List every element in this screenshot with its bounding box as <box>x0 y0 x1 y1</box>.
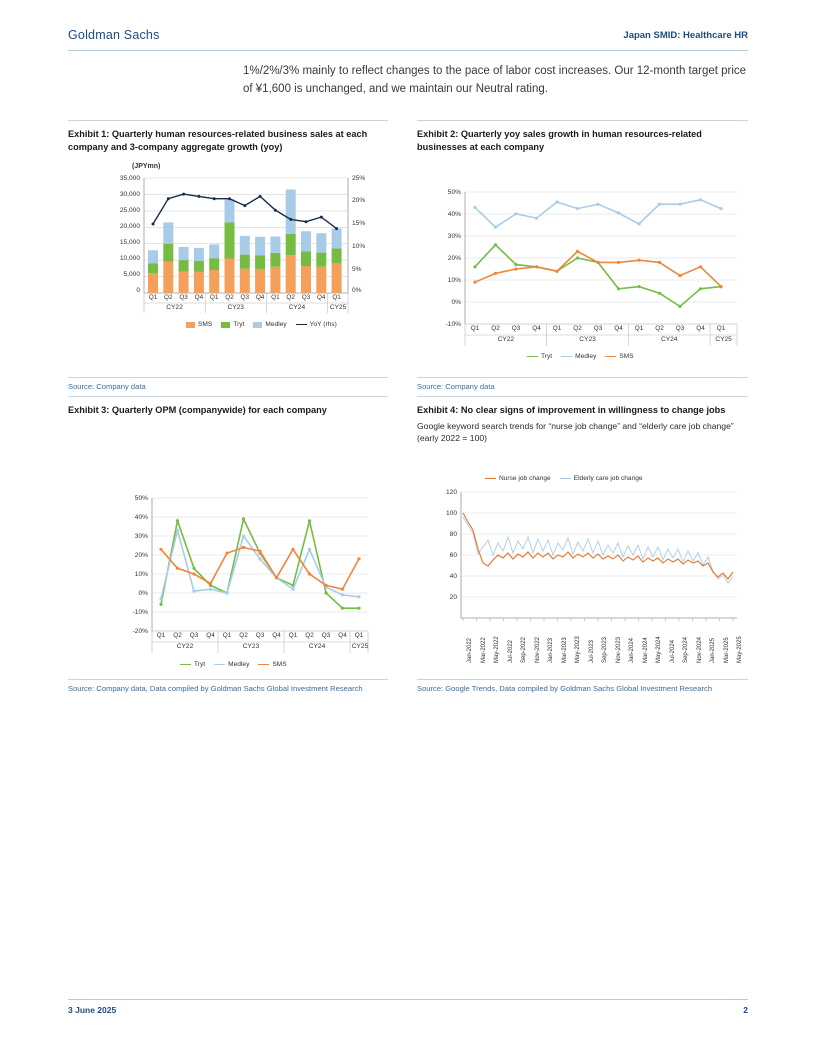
x-tick: Mar-2024 <box>642 637 649 663</box>
legend-item-yoy <box>296 321 337 328</box>
legend-swatch-icon <box>186 322 195 328</box>
x-tick: Q1 <box>354 632 364 639</box>
legend-line-icon <box>180 664 191 665</box>
exhibit-2-source: Source: Company data <box>417 377 748 391</box>
legend-label: YoY (rhs) <box>309 321 337 328</box>
exhibit-3-source: Source: Company data, Data compiled by Goldman Sachs Global Investment Research <box>68 679 388 693</box>
y-tick: 50% <box>134 495 148 502</box>
y-tick: 20% <box>447 255 461 262</box>
y-tick: 120 <box>445 489 457 496</box>
exhibit-1-ylabel: (JPYmn) <box>132 163 161 170</box>
y-tick: 80 <box>449 531 457 538</box>
x-tick: Q1 <box>288 632 298 639</box>
intro-paragraph: 1%/2%/3% mainly to reflect changes to the pace of labor cost increases. Our 12-month target price of ¥1,600 is unchanged, and we maintain our Neutral rating. <box>243 65 747 95</box>
exhibit-1-title: Exhibit 1: Quarterly human resources-related business sales at each company and 3-company aggregate growth (yoy) <box>68 129 368 152</box>
x-tick: Mar-2023 <box>561 637 568 663</box>
x-group: CY22 <box>176 643 194 650</box>
y-tick: 5,000 <box>123 271 140 278</box>
exhibit-3-title: Exhibit 3: Quarterly OPM (companywide) for each company <box>68 405 327 415</box>
x-group: CY23 <box>242 643 260 650</box>
x-tick: Mar-2022 <box>480 637 487 663</box>
exhibit-2-panel <box>417 120 748 391</box>
x-tick: Q2 <box>239 632 248 639</box>
legend-item-medley <box>561 353 596 360</box>
x-tick: Sep-2024 <box>683 636 689 663</box>
x-tick: Jul-2024 <box>669 639 676 663</box>
exhibit-4-panel <box>417 396 748 693</box>
legend-item-medley <box>253 321 286 328</box>
y2-tick: 0% <box>352 287 362 294</box>
x-tick: Nov-2023 <box>615 636 622 663</box>
y-tick: 35,000 <box>119 175 140 182</box>
x-tick: Q1 <box>634 325 644 332</box>
legend-label: Medley <box>575 353 597 360</box>
page-footer <box>68 999 748 1020</box>
x-tick: Jan-2023 <box>548 637 554 663</box>
x-tick: May-2023 <box>575 636 581 663</box>
y-tick: 30,000 <box>119 191 140 198</box>
legend-line-icon <box>296 324 307 325</box>
y-tick: 0% <box>451 299 461 306</box>
legend-line-icon <box>258 664 269 665</box>
y-tick: -10% <box>132 609 148 616</box>
legend-label: Tryt <box>541 353 553 360</box>
x-tick: Sep-2022 <box>521 636 527 663</box>
x-tick: Q1 <box>209 294 219 301</box>
exhibit-4-source: Source: Google Trends, Data compiled by Goldman Sachs Global Investment Research <box>417 679 748 693</box>
y-tick: 10,000 <box>119 255 140 262</box>
x-tick: Jul-2022 <box>507 639 514 663</box>
x-tick: May-2025 <box>737 636 743 663</box>
x-tick: Q2 <box>286 294 295 301</box>
x-tick: Q3 <box>189 632 199 639</box>
legend-label: Nurse job change <box>499 475 551 482</box>
legend-label: Tryt <box>233 321 245 328</box>
x-tick: Jan-2022 <box>467 637 473 663</box>
x-tick: May-2022 <box>494 636 500 663</box>
x-group: CY23 <box>227 304 244 311</box>
exhibit-3-legend <box>180 661 287 668</box>
y-tick: 25,000 <box>119 207 140 214</box>
x-tick: Q2 <box>164 294 173 301</box>
legend-item-nurse <box>485 475 551 482</box>
x-tick: Q2 <box>225 294 234 301</box>
x-group: CY22 <box>166 304 183 311</box>
y-tick: 60 <box>449 552 457 559</box>
legend-swatch-icon <box>253 322 262 328</box>
legend-label: Medley <box>265 321 287 328</box>
page-header <box>68 28 748 51</box>
y-tick: 20% <box>134 552 148 559</box>
y2-tick: 15% <box>352 220 366 227</box>
x-tick: Q1 <box>716 325 726 332</box>
y-tick: 40% <box>134 514 148 521</box>
legend-item-tryt <box>221 321 244 328</box>
exhibit-2-title: Exhibit 2: Quarterly yoy sales growth in human resources-related businesses at each company <box>417 129 702 152</box>
legend-label: Medley <box>228 661 250 668</box>
x-tick: Q2 <box>573 325 582 332</box>
x-tick: Sep-2023 <box>602 636 608 663</box>
x-tick: Q4 <box>696 325 705 332</box>
x-tick: Jan-2024 <box>629 637 635 663</box>
exhibit-1-legend <box>186 321 337 328</box>
x-tick: Q3 <box>179 294 188 301</box>
x-tick: Q1 <box>552 325 562 332</box>
x-group: CY25 <box>329 304 347 311</box>
exhibit-2-legend <box>527 353 634 360</box>
y-tick: 50% <box>447 189 461 196</box>
y-tick: 30% <box>447 233 461 240</box>
y-tick: 100 <box>445 510 457 517</box>
legend-line-icon <box>561 356 572 357</box>
x-group: CY25 <box>351 643 369 650</box>
x-tick: Q3 <box>511 325 521 332</box>
x-group: CY24 <box>308 643 326 650</box>
x-tick: Q4 <box>206 632 215 639</box>
x-group: CY25 <box>715 336 732 343</box>
y-tick: 40 <box>449 573 457 580</box>
y2-tick: 20% <box>352 197 366 204</box>
x-tick: Q1 <box>271 294 280 301</box>
legend-item-tryt <box>180 661 205 668</box>
brand-title: Goldman Sachs <box>68 28 160 42</box>
legend-label: Tryt <box>194 661 206 668</box>
exhibit-2-plot <box>417 167 748 362</box>
header-report-title: Japan SMID: Healthcare HR <box>623 30 748 41</box>
exhibit-4-chart <box>417 467 748 682</box>
legend-line-icon <box>527 356 538 357</box>
y-tick: 0 <box>136 287 140 294</box>
x-group: CY23 <box>579 336 596 343</box>
x-tick: Q3 <box>593 325 603 332</box>
x-tick: Q4 <box>614 325 623 332</box>
y-tick: 10% <box>134 571 148 578</box>
x-tick: Q3 <box>240 294 250 301</box>
exhibit-3-chart <box>68 469 388 669</box>
y-tick: 30% <box>134 533 148 540</box>
x-group: CY24 <box>660 336 678 343</box>
legend-label: SMS <box>619 353 634 360</box>
y-tick: -20% <box>132 628 148 635</box>
x-tick: Q1 <box>470 325 480 332</box>
x-tick: Jul-2023 <box>588 639 595 663</box>
footer-page-number: 2 <box>743 1005 748 1015</box>
legend-item-tryt <box>527 353 552 360</box>
x-tick: Q4 <box>272 632 281 639</box>
x-tick: Q4 <box>194 294 204 301</box>
exhibit-3-panel <box>68 396 388 693</box>
x-tick: Q3 <box>301 294 311 301</box>
x-tick: Nov-2022 <box>534 636 541 663</box>
footer-date: 3 June 2025 <box>68 1005 117 1015</box>
y-tick: 20 <box>449 594 457 601</box>
legend-line-icon <box>560 478 571 479</box>
x-tick: Q2 <box>305 632 314 639</box>
legend-item-sms <box>605 353 633 360</box>
x-tick: Q1 <box>332 294 341 301</box>
x-tick: Q3 <box>321 632 331 639</box>
exhibit-1-chart <box>68 165 388 355</box>
x-tick: Q2 <box>491 325 500 332</box>
exhibit-1-panel <box>68 120 388 391</box>
x-tick: Nov-2024 <box>696 636 703 663</box>
x-group: CY22 <box>497 336 515 343</box>
legend-swatch-icon <box>221 322 230 328</box>
y-tick: 10% <box>447 277 461 284</box>
y2-tick: 25% <box>352 175 366 182</box>
x-tick: May-2024 <box>656 636 662 663</box>
x-tick: Q2 <box>173 632 182 639</box>
x-tick: Q2 <box>655 325 664 332</box>
legend-line-icon <box>214 664 225 665</box>
x-tick: Q3 <box>675 325 685 332</box>
y-tick: 40% <box>447 211 461 218</box>
legend-line-icon <box>605 356 616 357</box>
legend-item-elderly <box>560 475 643 482</box>
x-group: CY24 <box>288 304 306 311</box>
legend-label: Elderly care job change <box>573 475 643 482</box>
y-tick: 20,000 <box>119 223 140 230</box>
x-tick: Q4 <box>317 294 326 301</box>
x-tick: Q4 <box>255 294 265 301</box>
legend-label: SMS <box>272 661 287 668</box>
y2-tick: 5% <box>352 266 362 273</box>
legend-item-sms <box>258 661 286 668</box>
x-tick: Mar-2025 <box>723 637 730 663</box>
exhibit-4-legend <box>485 475 643 482</box>
y-tick: 0% <box>138 590 148 597</box>
exhibit-4-subtitle: Google keyword search trends for “nurse job change” and “elderly care job change” (early 2022 = 100) <box>417 421 734 443</box>
x-tick: Q4 <box>532 325 541 332</box>
y-tick: -10% <box>445 321 461 328</box>
legend-label: SMS <box>198 321 213 328</box>
x-tick: Q3 <box>255 632 265 639</box>
x-tick: Q1 <box>222 632 232 639</box>
legend-line-icon <box>485 478 496 479</box>
y-tick: 15,000 <box>119 239 140 246</box>
x-tick: Jan-2025 <box>710 637 716 663</box>
exhibit-1-source: Source: Company data <box>68 377 388 391</box>
exhibit-2-chart <box>417 167 748 362</box>
y2-tick: 10% <box>352 243 366 250</box>
legend-item-medley <box>214 661 249 668</box>
x-tick: Q1 <box>148 294 158 301</box>
exhibit-4-title: Exhibit 4: No clear signs of improvement in willingness to change jobs <box>417 405 726 415</box>
x-tick: Q4 <box>338 632 347 639</box>
x-tick: Q1 <box>156 632 166 639</box>
legend-item-sms <box>186 321 212 328</box>
